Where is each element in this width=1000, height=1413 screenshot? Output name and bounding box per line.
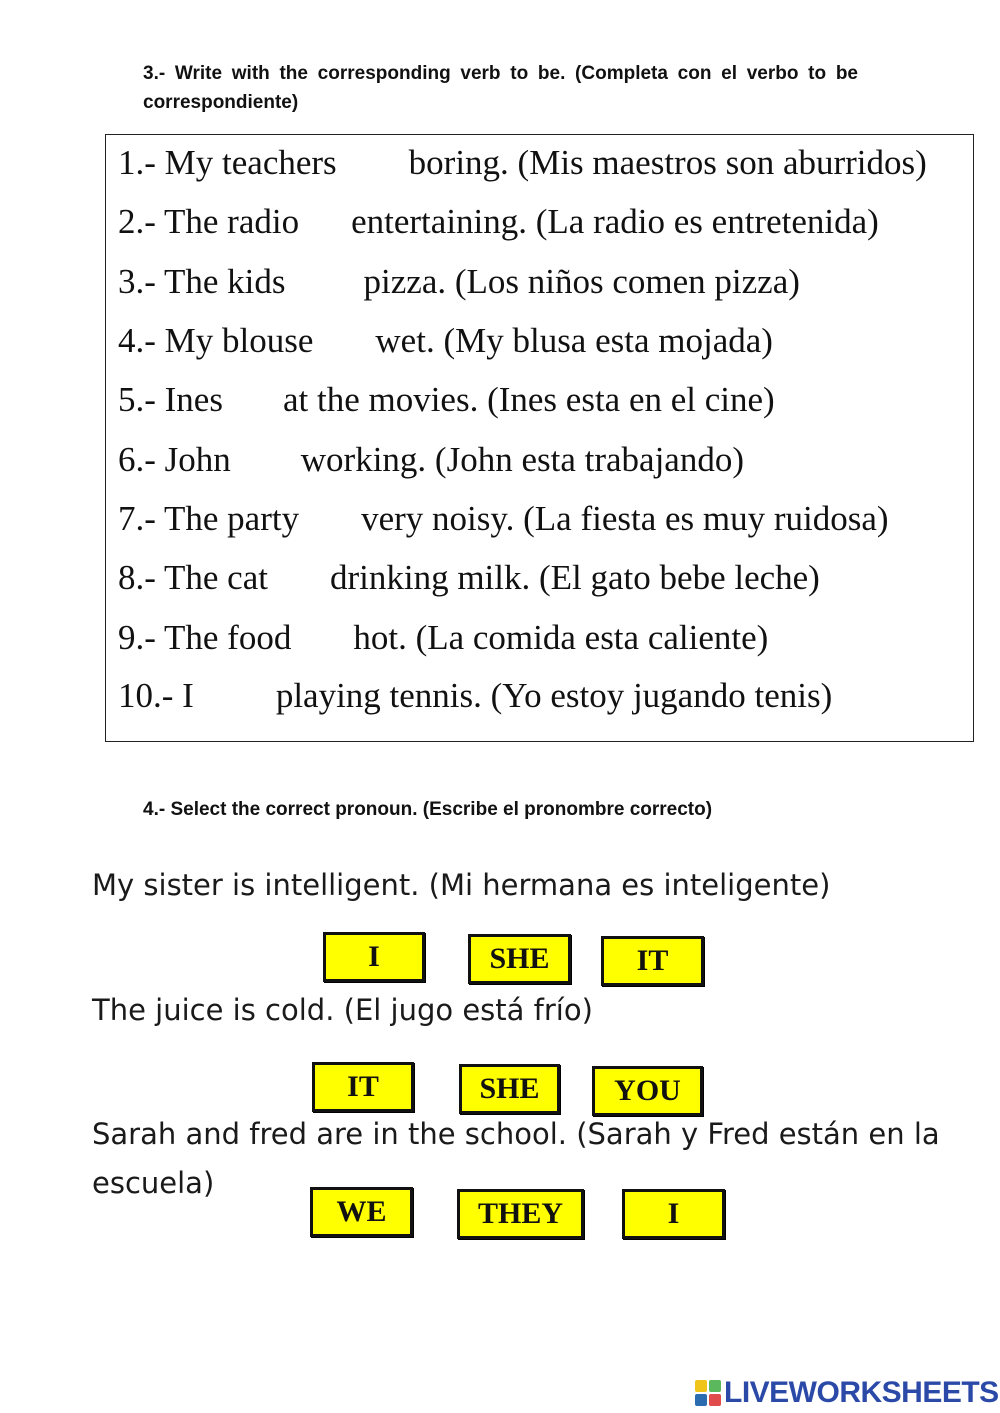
liveworksheets-logo — [695, 1376, 999, 1410]
question-text: Sarah and fred are in the school. (Sarah y Fred están en la escuela) — [92, 1117, 940, 1200]
sentence-subject: 4.- My blouse — [118, 321, 314, 360]
sentence-3 — [118, 262, 800, 302]
sentence-rest: pizza. (Los niños comen pizza) — [363, 262, 800, 301]
sentence-rest: very noisy. (La fiesta es muy ruidosa) — [361, 499, 889, 538]
logo-square-3 — [695, 1394, 707, 1406]
logo-square-2 — [709, 1380, 721, 1392]
question-1 — [92, 861, 972, 910]
question-text: My sister is intelligent. (Mi hermana es inteligente) — [92, 868, 831, 902]
sentence-subject: 6.- John — [118, 440, 231, 479]
logo-square-1 — [695, 1380, 707, 1392]
sentence-5 — [118, 380, 775, 420]
sentence-subject: 1.- My teachers — [118, 143, 337, 182]
exercise-4-instruction: 4.- Select the correct pronoun. (Escribe el pronombre correcto) — [143, 799, 713, 820]
sentence-rest: working. (John esta trabajando) — [300, 440, 744, 479]
option-1-it[interactable]: IT — [601, 936, 704, 986]
sentence-subject: 2.- The radio — [118, 202, 300, 241]
sentence-8 — [118, 558, 820, 598]
sentence-6 — [118, 440, 744, 480]
sentence-9 — [118, 618, 768, 658]
sentence-rest: drinking milk. (El gato bebe leche) — [329, 558, 820, 597]
option-2-she[interactable]: SHE — [459, 1064, 560, 1114]
option-3-they[interactable]: THEY — [457, 1189, 584, 1239]
sentence-10 — [118, 676, 832, 716]
option-3-i[interactable]: I — [622, 1189, 725, 1239]
sentence-subject: 3.- The kids — [118, 262, 286, 301]
sentence-subject: 7.- The party — [118, 499, 300, 538]
sentence-rest: wet. (My blusa esta mojada) — [375, 321, 773, 360]
exercise-3-instruction: 3.- Write with the corresponding verb to be. (Completa con el verbo to be correspondiente) — [143, 63, 858, 113]
liveworksheets-logo-icon — [695, 1380, 721, 1406]
option-2-you[interactable]: YOU — [592, 1066, 703, 1116]
sentence-rest: boring. (Mis maestros son aburridos) — [408, 143, 927, 182]
sentence-subject: 8.- The cat — [118, 558, 268, 597]
option-1-she[interactable]: SHE — [468, 934, 571, 984]
sentence-4 — [118, 321, 773, 361]
sentence-2 — [118, 202, 879, 242]
sentence-rest: hot. (La comida esta caliente) — [353, 618, 769, 657]
option-2-it[interactable]: IT — [312, 1062, 414, 1112]
sentence-1 — [118, 143, 927, 183]
question-text: The juice is cold. (El jugo está frío) — [92, 993, 593, 1027]
sentence-subject: 10.- I — [118, 676, 194, 715]
sentence-rest: entertaining. (La radio es entretenida) — [351, 202, 879, 241]
sentence-subject: 5.- Ines — [118, 380, 223, 419]
sentence-rest: at the movies. (Ines esta en el cine) — [282, 380, 775, 419]
sentence-7 — [118, 499, 889, 539]
logo-square-4 — [709, 1394, 721, 1406]
sentence-subject: 9.- The food — [118, 618, 292, 657]
option-3-we[interactable]: WE — [310, 1187, 413, 1237]
question-2 — [92, 986, 972, 1035]
sentence-rest: playing tennis. (Yo estoy jugando tenis) — [275, 676, 833, 715]
logo-text: LIVEWORKSHEETS — [724, 1376, 999, 1409]
option-1-i[interactable]: I — [323, 932, 425, 982]
